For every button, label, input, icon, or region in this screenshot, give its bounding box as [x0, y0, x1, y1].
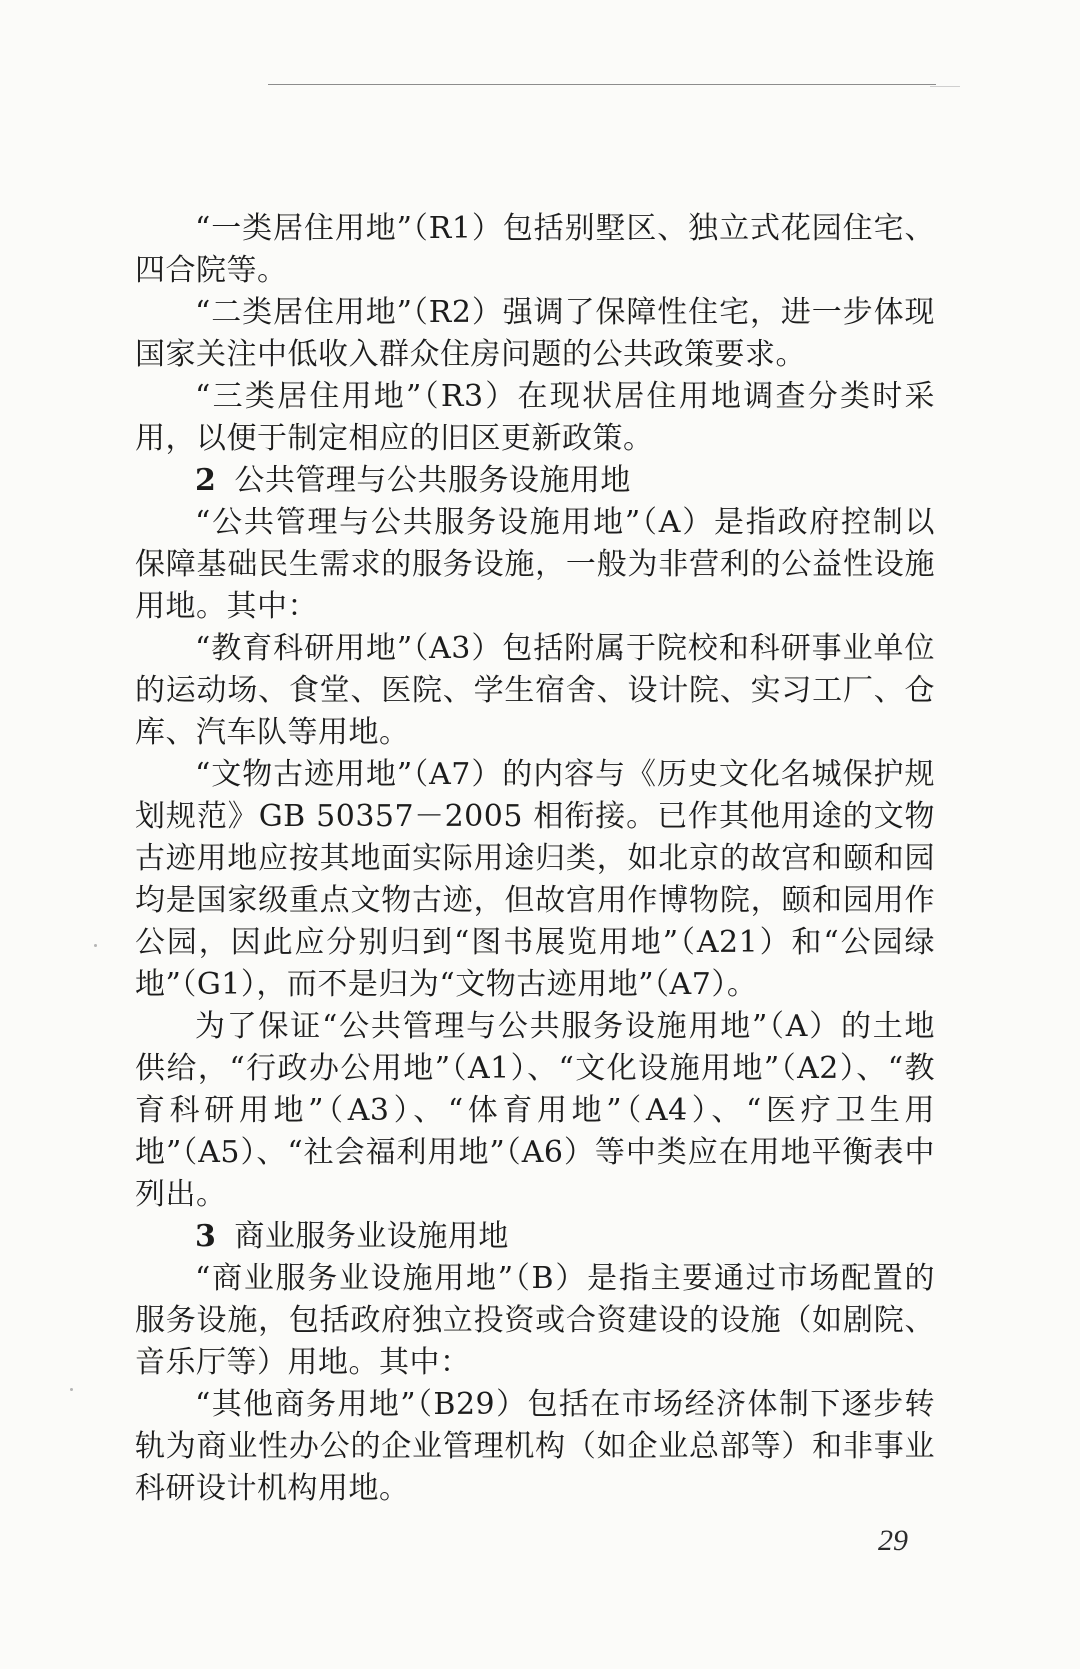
section-number: 2	[195, 463, 217, 498]
paragraph-a3: “教育科研用地”（A3）包括附属于院校和科研事业单位的运动场、食堂、医院、学生宿舍、设计院、实习工厂、仓库、汽车队等用地。	[135, 631, 935, 750]
body-text	[135, 208, 935, 1510]
section-title: 公共管理与公共服务设施用地	[234, 463, 631, 498]
paragraph-b: “商业服务业设施用地”（B）是指主要通过市场配置的服务设施，包括政府独立投资或合资建设的设施（如剧院、音乐厅等）用地。其中：	[135, 1261, 935, 1380]
paragraph-a7: “文物古迹用地”（A7）的内容与《历史文化名城保护规划规范》GB 50357－2005 相衔接。已作其他用途的文物古迹用地应按其地面实际用途归类，如北京的故宫和颐和园均是国家级重点文物古迹，但故宫用作博物院，颐和园用作公园，因此应分别归到“图书展览用地”（A21）和“公园绿地”（G1），而不是归为“文物古迹用地”（A7）。	[135, 757, 935, 1002]
section-heading-2	[135, 460, 935, 502]
scan-speck	[70, 1388, 73, 1391]
section-title: 商业服务业设施用地	[234, 1219, 509, 1254]
paragraph-r3: “三类居住用地”（R3）在现状居住用地调查分类时采用，以便于制定相应的旧区更新政策。	[135, 379, 935, 456]
page-number: 29	[878, 1524, 908, 1557]
section-heading-3	[135, 1216, 935, 1258]
section-number: 3	[195, 1219, 217, 1254]
paragraph-r2: “二类居住用地”（R2）强调了保障性住宅，进一步体现国家关注中低收入群众住房问题的公共政策要求。	[135, 295, 935, 372]
header-rule	[268, 84, 936, 85]
scan-speck	[94, 944, 97, 947]
paragraph-a-supply: 为了保证“公共管理与公共服务设施用地”（A）的土地供给，“行政办公用地”（A1）、“文化设施用地”（A2）、“教育科研用地”（A3）、“体育用地”（A4）、“医疗卫生用地”（A5）、“社会福利用地”（A6）等中类应在用地平衡表中列出。	[135, 1009, 935, 1212]
paragraph-a: “公共管理与公共服务设施用地”（A）是指政府控制以保障基础民生需求的服务设施，一般为非营利的公益性设施用地。其中：	[135, 505, 935, 624]
header-rule-faint	[930, 86, 960, 87]
paragraph-r1: “一类居住用地”（R1）包括别墅区、独立式花园住宅、四合院等。	[135, 211, 935, 288]
paragraph-b29: “其他商务用地”（B29）包括在市场经济体制下逐步转轨为商业性办公的企业管理机构（如企业总部等）和非事业科研设计机构用地。	[135, 1387, 935, 1506]
